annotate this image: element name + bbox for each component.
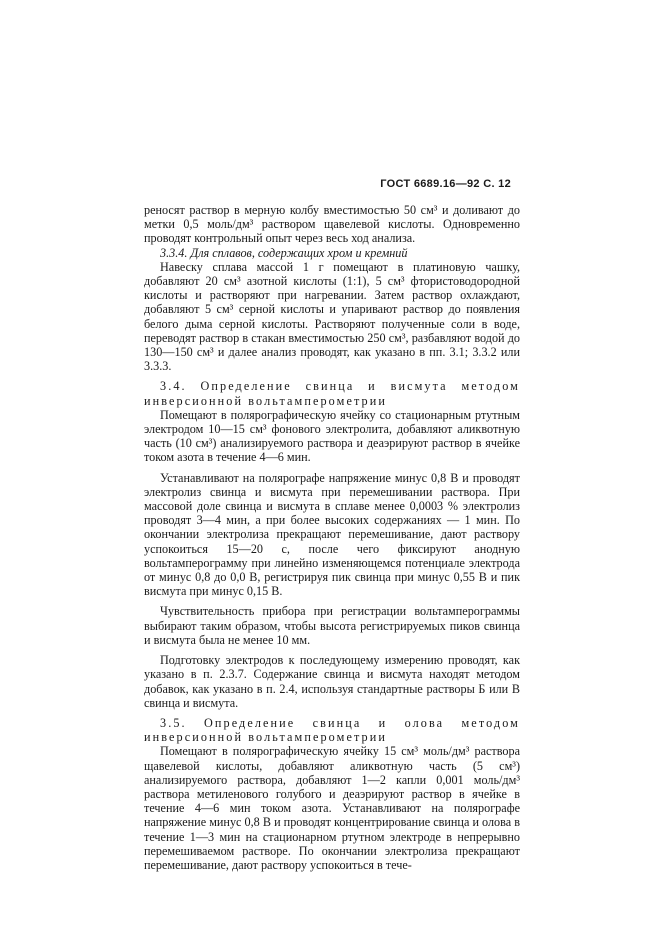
paragraph-polarographic-cell: Помещают в полярографическую ячейку со стационарным ртутным электродом 10—15 см³ фонового электролита, добавляют аликвотную часть (10 см³) анализируемого раствора и деаэрируют раствор в ячейке током азота в течение 4—6 мин. <box>144 407 520 465</box>
document-body <box>144 203 520 872</box>
page-header: ГОСТ 6689.16—92 С. 12 <box>380 178 511 190</box>
section-heading-3-4: 3.4. Определение свинца и висмута методом инверсионной вольтамперометрии <box>144 379 520 408</box>
paragraph-sensitivity: Чувствительность прибора при регистрации вольтамперограммы выбирают таким образом, чтобы высота регистрируемых пиков свинца и висмута была не менее 10 мм. <box>144 604 520 647</box>
paragraph-electrode-preparation: Подготовку электродов к последующему измерению проводят, как указано в п. 2.3.7. Содержание свинца и висмута находят методом добавок, как указано в п. 2.4, используя стандартные растворы Б или В свинца и висмута. <box>144 653 520 710</box>
paragraph-electrolysis: Устанавливают на полярографе напряжение минус 0,8 В и проводят электролиз свинца и висмута при перемешивании раствора. При массовой доле свинца и висмута в сплаве менее 0,0003 % электролиз проводят 3—4 мин, а при более высоких содержаниях — 1 мин. По окончании электролиза прекращают перемешивание, дают раствору успокоиться 15—20 с, после чего фиксируют анодную вольтамперограмму при линейно изменяющемся потенциале электрода от минус 0,8 до 0,0 В, регистрируя пик свинца при минус 0,55 В и пик висмута при минус 0,15 В. <box>144 470 520 599</box>
paragraph-lead-tin: Помещают в полярографическую ячейку 15 см³ моль/дм³ раствора щавелевой кислоты, добавляют аликвотную часть (5 см³) анализируемого раствора, добавляют 1—2 капли 0,001 моль/дм³ раствора метиленового голубого и деаэрируют раствор в ячейке в течение 4—6 мин током азота. Устанавливают на полярографе напряжение минус 0,8 В и проводят концентрирование свинца и олова в течение 1—3 мин на стационарном ртутном электроде в непрерывно перемешиваемом растворе. По окончании электролиза прекращают перемешивание, дают раствору успокоиться в тече- <box>144 744 520 872</box>
paragraph-alloy-sample: Навеску сплава массой 1 г помещают в платиновую чашку, добавляют 20 см³ азотной кислоты (1:1), 5 см³ фтористоводородной кислоты и растворяют при нагревании. Затем раствор охлаждают, добавляют 5 см³ серной кислоты и упаривают раствор до появления белого дыма серной кислоты. Растворяют полученные соли в воде, переводят раствор в стакан вместимостью 250 см³, разбавляют водой до 130—150 см³ и далее анализ проводят, как указано в пп. 3.1; 3.3.2 или 3.3.3. <box>144 259 520 374</box>
section-heading-3-5: 3.5. Определение свинца и олова методом инверсионной вольтамперометрии <box>144 715 520 745</box>
paragraph-continuation: реносят раствор в мерную колбу вместимостью 50 см³ и доливают до метки 0,5 моль/дм³ раствором щавелевой кислоты. Одновременно проводят контрольный опыт через весь ход анализа. <box>144 203 520 246</box>
subsection-heading-3-3-4: 3.3.4. Для сплавов, содержащих хром и кремний <box>160 245 408 260</box>
